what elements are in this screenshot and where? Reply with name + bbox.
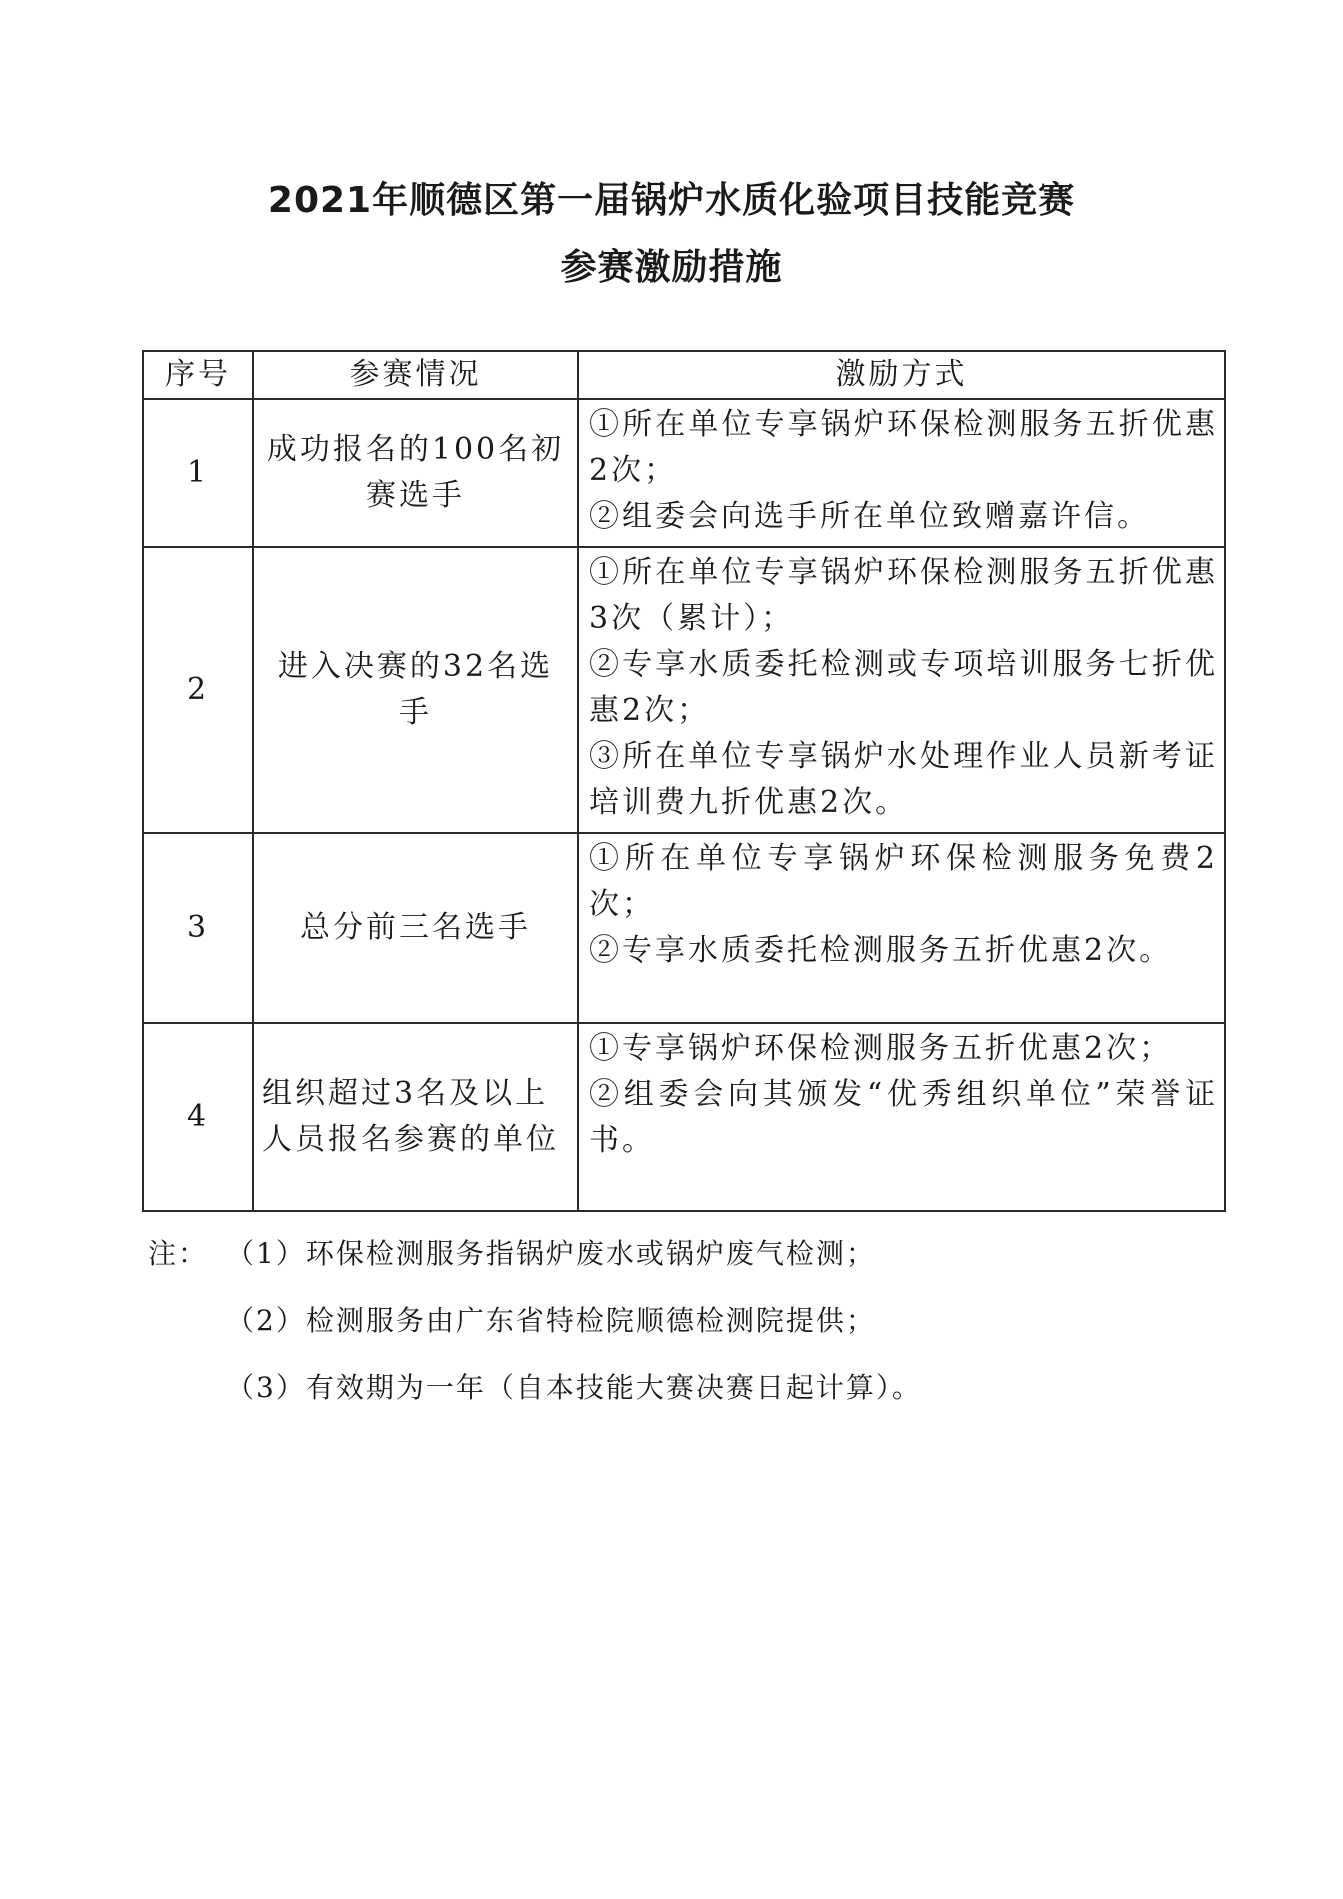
note-text: （3）有效期为一年（自本技能大赛决赛日起计算）。 [226,1371,922,1404]
table-row [143,547,1225,833]
table-header-row [143,351,1225,399]
row-condition: 进入决赛的32名选手 [253,547,578,833]
reward-item: ①所在单位专享锅炉环保检测服务五折优惠2次； [589,407,1218,488]
row-number: 2 [143,547,253,833]
reward-item: ①所在单位专享锅炉环保检测服务五折优惠3次（累计）； [589,555,1218,636]
header-condition: 参赛情况 [253,351,578,399]
row-condition: 组织超过3名及以上人员报名参赛的单位 [253,1023,578,1211]
reward-item: ②专享水质委托检测服务五折优惠2次。 [589,933,1173,968]
row-rewards [578,1023,1225,1211]
reward-item: ②组委会向选手所在单位致赠嘉许信。 [589,499,1150,534]
notes-label: 注： [148,1237,209,1270]
table-row [143,399,1225,547]
note-item [148,1287,1208,1354]
reward-item: ①专享锅炉环保检测服务五折优惠2次； [589,1031,1173,1066]
header-reward: 激励方式 [578,351,1225,399]
note-item [148,1354,1208,1421]
row-rewards [578,399,1225,547]
row-number: 3 [143,833,253,1023]
table-row [143,1023,1225,1211]
notes-section [148,1220,1208,1421]
row-condition: 总分前三名选手 [253,833,578,1023]
row-rewards [578,547,1225,833]
row-rewards [578,833,1225,1023]
note-text: （1）环保检测服务指锅炉废水或锅炉废气检测； [226,1237,876,1270]
reward-item: ②组委会向其颁发“优秀组织单位”荣誉证书。 [589,1077,1218,1158]
incentive-table [142,350,1226,1212]
note-item [148,1220,1208,1287]
note-text: （2）检测服务由广东省特检院顺德检测院提供； [226,1304,876,1337]
row-condition: 成功报名的100名初赛选手 [253,399,578,547]
reward-item: ②专享水质委托检测或专项培训服务七折优惠2次； [589,647,1218,728]
header-number: 序号 [143,351,253,399]
document-title: 2021年顺德区第一届锅炉水质化验项目技能竞赛 [267,180,1076,221]
row-number: 1 [143,399,253,547]
row-number: 4 [143,1023,253,1211]
reward-item: ①所在单位专享锅炉环保检测服务免费2次； [589,841,1218,922]
reward-item: ③所在单位专享锅炉水处理作业人员新考证培训费九折优惠2次。 [589,739,1218,820]
document-subtitle: 参赛激励措施 [560,247,783,288]
table-row [143,833,1225,1023]
